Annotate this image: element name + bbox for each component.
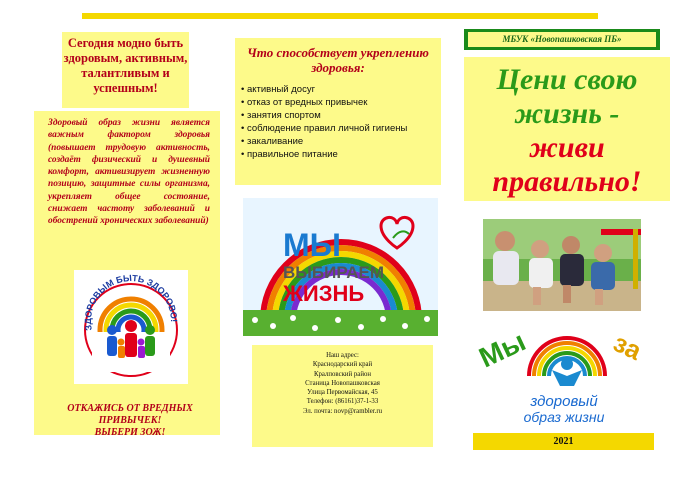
address-panel: [252, 345, 433, 447]
address-line: Эл. почта: novp@rambler.ru: [302, 407, 383, 415]
health-tips-heading: Что способствует укреплению здоровья:: [247, 45, 429, 75]
logo-word-for: за: [609, 327, 647, 366]
healthy-logo-text: ЗДОРОВЫМ БЫТЬ ЗДОРОВО!: [82, 272, 180, 332]
year-bar: [473, 433, 654, 450]
slogan-line-3: живи: [529, 131, 605, 164]
slogan-line-1: Цени свою: [496, 63, 638, 96]
logo-word-healthy: здоровый: [530, 393, 598, 410]
tip-item: • закаливание: [241, 135, 441, 148]
address-title: Наш адрес:: [326, 352, 359, 359]
org-label: [464, 29, 660, 50]
tip-item: • правильное питание: [241, 148, 441, 161]
tip-item: • активный досуг: [241, 83, 441, 96]
year-label: 2021: [553, 436, 574, 447]
top-decor-bar: [82, 13, 598, 19]
address-line: Улица Первомайская, 45: [307, 389, 378, 397]
org-name: МБУК «Новопашковская ПБ»: [468, 32, 656, 47]
refuse-line-3: ВЫБЕРИ ЗОЖ!: [94, 427, 166, 438]
slogan-line-4: правильно!: [492, 165, 642, 198]
banner-word-we: МЫ: [283, 227, 341, 263]
we-for-healthy-life-logo: [474, 318, 654, 430]
intro-headline: [62, 32, 189, 108]
refuse-line-2: ПРИВЫЧЕК!: [98, 415, 162, 426]
we-choose-life-banner: [243, 198, 438, 336]
address-line: Телефон: (86161)37-1-33: [306, 398, 379, 406]
slogan-line-2: жизнь -: [514, 97, 620, 130]
tip-item: • занятия спортом: [241, 109, 441, 122]
refuse-line-1: ОТКАЖИСЬ ОТ ВРЕДНЫХ: [67, 403, 193, 414]
tip-item: • соблюдение правил личной гигиены: [241, 122, 441, 135]
intro-headline-text: Сегодня модно быть здоровым, активным, талантливым и успешным!: [63, 36, 188, 95]
children-photo: [483, 219, 641, 311]
health-tips-list: [235, 83, 441, 161]
refuse-bad-habits: [52, 403, 208, 439]
zozh-description: Здоровый образ жизни является важным фактором здоровья (повышает трудовую активность, создаёт физический и душевный комфорт, активизирует жизненную позицию, защитные силы организма, укрепляет общее состояние, снижает частоту заболеваний и обострений хронических заболеваний): [48, 118, 210, 227]
health-tips-panel: [235, 38, 441, 185]
logo-word-lifestyle: образ жизни: [523, 409, 605, 425]
tip-item: • отказ от вредных привычек: [241, 96, 441, 109]
banner-word-choose: ВЫБИРАЕМ: [283, 263, 384, 282]
slogan-panel: [464, 57, 670, 201]
banner-word-life: ЖИЗНЬ: [283, 281, 365, 306]
address-line: Кралповский район: [314, 370, 371, 378]
address-line: Краснодарский край: [312, 361, 373, 369]
address-line: Станица Новопашковская: [305, 379, 380, 387]
logo-word-we: Мы: [474, 325, 531, 374]
healthy-logo: [74, 270, 188, 384]
